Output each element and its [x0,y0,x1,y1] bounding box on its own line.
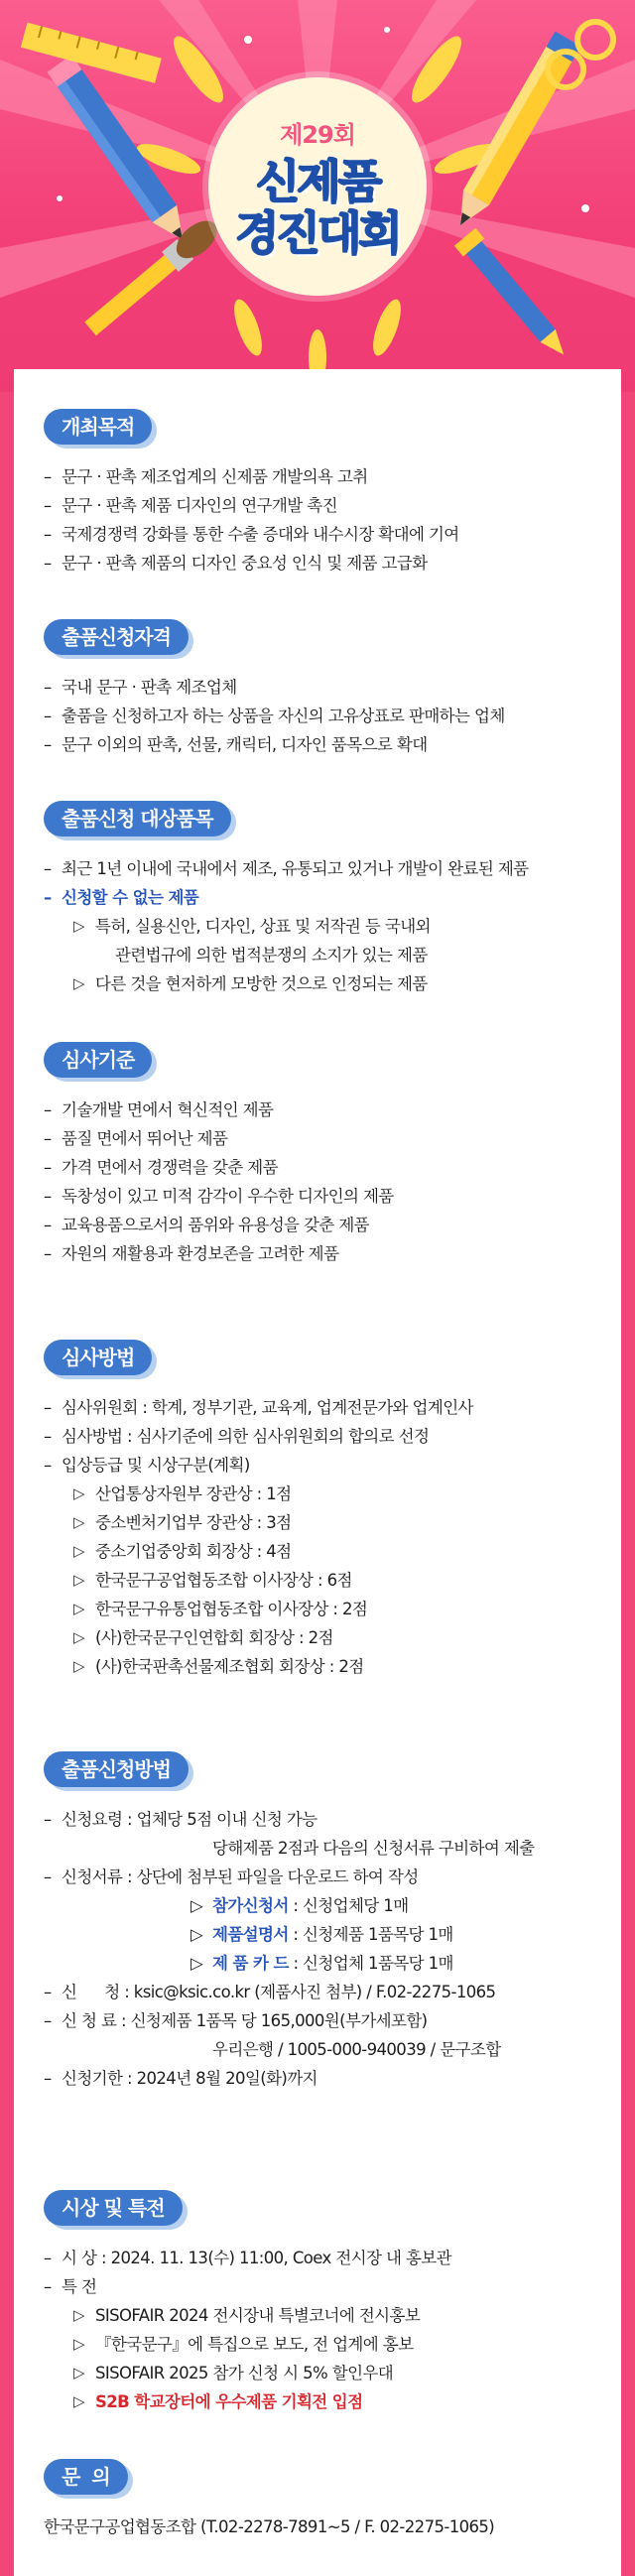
document-item: ▷ 제품설명서 : 신청제품 1품목당 1매 [44,1920,599,1949]
award-item: ▷ (사)한국판촉선물제조협회 회장상 : 2점 [44,1652,599,1681]
section-heading: 심사기준 [44,1042,152,1078]
hero-banner [0,0,635,392]
list-item: – 가격 면에서 경쟁력을 갖춘 제품 [44,1153,599,1182]
list-item: – 교육용품으로서의 품위와 유용성을 갖춘 제품 [44,1211,599,1239]
sub-item-continued: 관련법규에 의한 법적분쟁의 소지가 있는 제품 [115,946,428,965]
list-item: – 기술개발 면에서 혁신적인 제품 [44,1095,599,1124]
section-heading: 문 의 [44,2459,128,2495]
list-item: – 자원의 재활용과 환경보존을 고려한 제품 [44,1239,599,1268]
sub-item: ▷ 특허, 실용신안, 디자인, 상표 및 저작권 등 국내외 [44,912,599,941]
section-heading: 개최목적 [44,409,152,445]
triangle-bullet-icon: ▷ [73,974,84,992]
award-item: ▷ 중소기업중앙회 회장상 : 4점 [44,1537,599,1566]
triangle-bullet-icon: ▷ [190,1925,203,1944]
triangle-bullet-icon: ▷ [73,1513,84,1531]
award-item: ▷ 한국문구유통업협동조합 이사장상 : 2점 [44,1595,599,1623]
section-heading: 시상 및 특전 [44,2190,183,2226]
event-emblem [208,77,427,296]
list-item-deadline: – 신청기한 : 2024년 8월 20일(화)까지 [44,2064,599,2093]
document-item: ▷ 참가신청서 : 신청업체당 1매 [44,1891,599,1920]
list-item: – 독창성이 있고 미적 감각이 우수한 디자인의 제품 [44,1182,599,1211]
triangle-bullet-icon: ▷ [73,2306,84,2324]
triangle-bullet-icon: ▷ [73,1600,84,1617]
list-item: – 문구 이외의 판촉, 선물, 캐릭터, 디자인 품목으로 확대 [44,730,599,759]
list-item: – 문구 · 판촉 제조업계의 신제품 개발의욕 고취 [44,462,599,491]
triangle-bullet-icon: ▷ [73,1484,84,1502]
list-item: – 국제경쟁력 강화를 통한 수출 증대와 내수시장 확대에 기여 [44,520,599,549]
triangle-bullet-icon: ▷ [73,2392,84,2410]
award-item: ▷ 한국문구공업협동조합 이사장상 : 6점 [44,1566,599,1595]
list-item-documents: – 신청서류 : 상단에 첨부된 파일을 다운로드 하여 작성 [44,1863,599,1891]
triangle-bullet-icon: ▷ [190,1954,203,1973]
section-heading: 출품신청방법 [44,1751,189,1787]
section-inquiry [44,2459,599,2541]
list-item-continued: 우리은행 / 1005-000-940039 / 문구조합 [212,2040,501,2059]
list-item-continued: 당해제품 2점과 다음의 신청서류 구비하여 제출 [212,1839,535,1858]
section-awards [44,2190,599,2416]
event-title-line2: 경진대회 [235,205,400,260]
list-item-fee: – 신 청 료 : 신청제품 1품목 당 165,000원(부가세포함) [44,2006,599,2035]
list-item: – 입상등급 및 시상구분(계획) [44,1451,599,1480]
list-item: – 문구 · 판촉 제품 디자인의 연구개발 촉진 [44,491,599,520]
triangle-bullet-icon: ▷ [190,1896,203,1915]
list-item-excluded: – 신청할 수 없는 제품 [44,883,599,912]
benefit-item: ▷ SISOFAIR 2025 참가 신청 시 5% 할인우대 [44,2359,599,2387]
document-item: ▷ 제 품 카 드 : 신청업체 1품목당 1매 [44,1949,599,1978]
section-method [44,1340,599,1681]
section-heading: 출품신청자격 [44,619,189,655]
section-heading: 출품신청 대상품목 [44,801,231,837]
section-criteria [44,1042,599,1268]
award-item: ▷ 중소벤처기업부 장관상 : 3점 [44,1508,599,1537]
list-item: – 문구 · 판촉 제품의 디자인 중요성 인식 및 제품 고급화 [44,549,599,578]
award-item: ▷ (사)한국문구인연합회 회장상 : 2점 [44,1623,599,1652]
triangle-bullet-icon: ▷ [73,2335,84,2353]
sub-item: ▷ 다른 것을 현저하게 모방한 것으로 인정되는 제품 [44,969,599,998]
list-item: – 최근 1년 이내에 국내에서 제조, 유통되고 있거나 개발이 완료된 제품 [44,854,599,883]
event-edition: 제29회 [280,120,355,149]
section-products [44,801,599,998]
section-eligibility [44,619,599,759]
triangle-bullet-icon: ▷ [73,1657,84,1675]
list-item-ceremony: – 시 상 : 2024. 11. 13(수) 11:00, Coex 전시장 내 홍보관 [44,2244,599,2272]
inquiry-contact: 한국문구공업협동조합 (T.02-2278-7891~5 / F. 02-2275-1065) [44,2517,495,2536]
list-item-apply: – 신 청 : ksic@ksic.co.kr (제품사진 첨부) / F.02-2275-1065 [44,1978,599,2006]
section-heading: 심사방법 [44,1340,152,1375]
list-item: – 품질 면에서 뛰어난 제품 [44,1124,599,1153]
benefit-item: ▷ SISOFAIR 2024 전시장내 특별코너에 전시홍보 [44,2301,599,2330]
benefit-item-highlight: ▷ S2B 학교장터에 우수제품 기획전 입점 [44,2387,599,2416]
triangle-bullet-icon: ▷ [73,1542,84,1560]
triangle-bullet-icon: ▷ [73,1628,84,1646]
section-purpose [44,409,599,578]
list-item-benefits: – 특 전 [44,2272,599,2301]
list-item: – 심사위원회 : 학계, 정부기관, 교육계, 업계전문가와 업계인사 [44,1393,599,1422]
triangle-bullet-icon: ▷ [73,1571,84,1589]
event-title-line1: 신제품 [255,154,380,208]
triangle-bullet-icon: ▷ [73,917,84,935]
benefit-item: ▷ 『한국문구』에 특집으로 보도, 전 업계에 홍보 [44,2330,599,2359]
section-application [44,1751,599,2093]
list-item-requirements: – 신청요령 : 업체당 5점 이내 신청 가능 [44,1805,599,1834]
content-card [14,369,621,2576]
list-item: – 국내 문구 · 판촉 제조업체 [44,673,599,702]
list-item: – 출품을 신청하고자 하는 상품을 자신의 고유상표로 판매하는 업체 [44,702,599,730]
award-item: ▷ 산업통상자원부 장관상 : 1점 [44,1480,599,1508]
list-item: – 심사방법 : 심사기준에 의한 심사위원회의 합의로 선정 [44,1422,599,1451]
triangle-bullet-icon: ▷ [73,2364,84,2382]
